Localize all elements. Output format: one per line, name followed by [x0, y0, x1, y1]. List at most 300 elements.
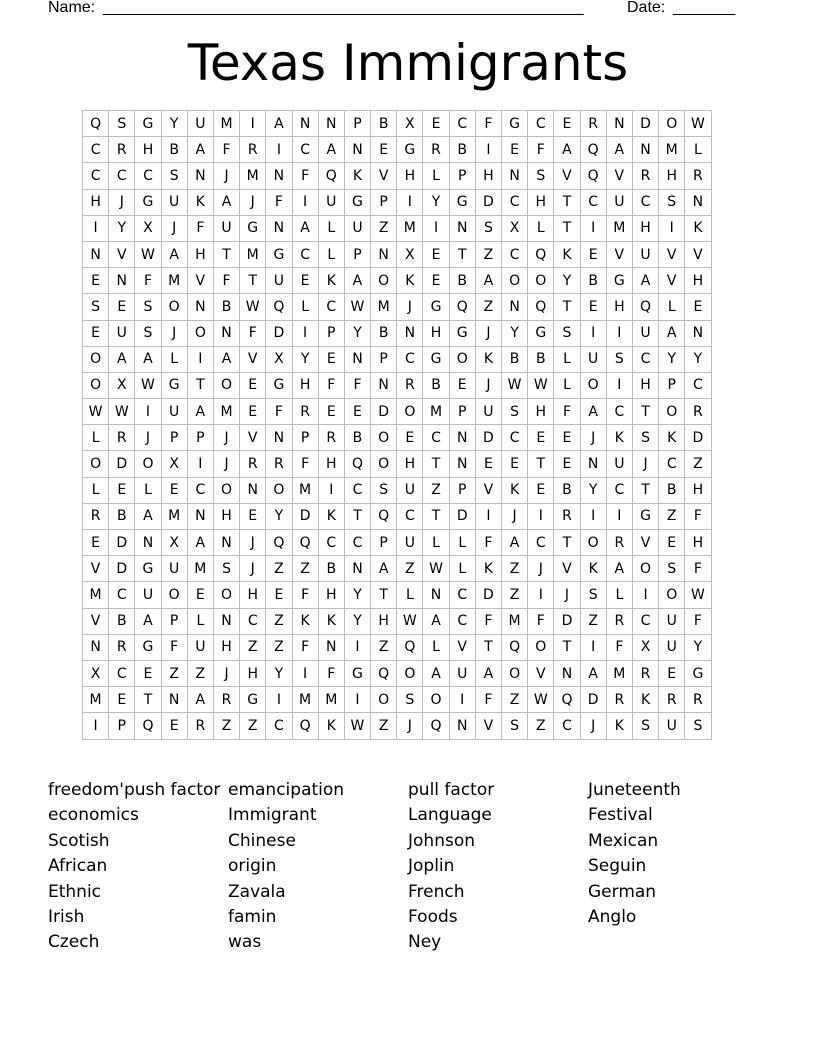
grid-cell: N [83, 635, 109, 661]
grid-cell: U [659, 635, 685, 661]
grid-cell: G [240, 687, 266, 713]
grid-cell: K [685, 216, 711, 242]
grid-cell: S [397, 687, 423, 713]
grid-cell: E [554, 451, 580, 477]
grid-cell: M [607, 661, 633, 687]
grid-cell: K [607, 713, 633, 739]
grid-cell: O [188, 321, 214, 347]
grid-cell: O [502, 268, 528, 294]
grid-cell: U [162, 190, 188, 216]
grid-cell: K [319, 504, 345, 530]
grid-cell: Z [266, 556, 292, 582]
grid-cell: Y [659, 347, 685, 373]
grid-cell: S [607, 347, 633, 373]
grid-cell: J [502, 504, 528, 530]
grid-cell: Z [214, 713, 240, 739]
grid-cell: C [633, 609, 659, 635]
grid-cell: U [659, 609, 685, 635]
grid-cell: T [528, 451, 554, 477]
grid-cell: N [554, 661, 580, 687]
grid-cell: E [554, 425, 580, 451]
grid-cell: K [188, 190, 214, 216]
word-list-item: Johnson [408, 830, 475, 851]
grid-cell: F [188, 216, 214, 242]
word-list-item: Ethnic [48, 881, 102, 902]
grid-row [83, 713, 712, 739]
grid-cell: U [162, 556, 188, 582]
grid-cell: G [162, 373, 188, 399]
grid-cell: S [109, 111, 135, 137]
grid-cell: D [109, 556, 135, 582]
grid-cell: Q [633, 294, 659, 320]
grid-cell: W [423, 556, 449, 582]
grid-cell: Z [266, 609, 292, 635]
grid-cell: U [450, 661, 476, 687]
grid-cell: P [371, 190, 397, 216]
grid-cell: C [528, 530, 554, 556]
grid-cell: R [109, 635, 135, 661]
grid-cell: A [266, 111, 292, 137]
grid-cell: J [528, 556, 554, 582]
grid-cell: S [214, 556, 240, 582]
date-label: Date: [627, 0, 666, 16]
grid-cell: N [450, 451, 476, 477]
grid-cell: A [607, 556, 633, 582]
grid-cell: W [685, 582, 711, 608]
grid-cell: D [266, 321, 292, 347]
grid-cell: F [293, 582, 319, 608]
grid-cell: X [109, 373, 135, 399]
grid-row [83, 268, 712, 294]
grid-cell: W [109, 399, 135, 425]
grid-cell: T [633, 478, 659, 504]
grid-cell: A [345, 268, 371, 294]
grid-row [83, 556, 712, 582]
grid-cell: L [450, 530, 476, 556]
grid-row [83, 373, 712, 399]
grid-cell: C [397, 504, 423, 530]
name-blank-line: ______________________________________________________ [103, 0, 584, 16]
grid-cell: V [607, 163, 633, 189]
grid-cell: R [266, 451, 292, 477]
grid-cell: I [528, 582, 554, 608]
grid-cell: F [266, 190, 292, 216]
grid-cell: Q [293, 530, 319, 556]
grid-cell: R [319, 425, 345, 451]
grid-cell: S [581, 582, 607, 608]
grid-cell: A [162, 242, 188, 268]
word-list-item: Juneteenth [588, 780, 681, 800]
grid-cell: G [135, 556, 161, 582]
grid-cell: T [554, 294, 580, 320]
grid-cell: C [109, 661, 135, 687]
grid-cell: Z [502, 687, 528, 713]
grid-cell: V [188, 268, 214, 294]
grid-cell: I [581, 321, 607, 347]
grid-cell: E [188, 582, 214, 608]
grid-cell: E [423, 268, 449, 294]
grid-cell: I [581, 635, 607, 661]
grid-cell: O [135, 451, 161, 477]
grid-cell: Q [293, 713, 319, 739]
grid-cell: Q [371, 504, 397, 530]
grid-cell: O [214, 373, 240, 399]
grid-cell: F [476, 111, 502, 137]
grid-cell: C [83, 163, 109, 189]
grid-cell: M [162, 268, 188, 294]
grid-row [83, 635, 712, 661]
grid-cell: F [685, 504, 711, 530]
grid-cell: N [450, 425, 476, 451]
grid-cell: N [319, 635, 345, 661]
grid-cell: E [240, 373, 266, 399]
grid-cell: E [319, 347, 345, 373]
grid-row [83, 190, 712, 216]
grid-cell: E [659, 530, 685, 556]
grid-cell: V [371, 163, 397, 189]
grid-cell: B [319, 556, 345, 582]
grid-cell: P [293, 425, 319, 451]
grid-cell: I [528, 504, 554, 530]
grid-cell: C [450, 111, 476, 137]
grid-cell: A [214, 347, 240, 373]
date-blank-line: _______ [673, 0, 736, 16]
grid-cell: G [345, 190, 371, 216]
grid-cell: F [685, 609, 711, 635]
grid-cell: P [450, 399, 476, 425]
grid-cell: F [266, 399, 292, 425]
grid-cell: O [528, 635, 554, 661]
grid-cell: E [162, 713, 188, 739]
grid-cell: W [83, 399, 109, 425]
grid-cell: H [633, 373, 659, 399]
grid-cell: O [581, 373, 607, 399]
grid-cell: U [135, 582, 161, 608]
grid-cell: Z [397, 556, 423, 582]
grid-cell: U [659, 713, 685, 739]
grid-cell: V [83, 609, 109, 635]
grid-cell: K [476, 556, 502, 582]
grid-cell: G [266, 373, 292, 399]
grid-cell: O [581, 530, 607, 556]
grid-cell: L [423, 163, 449, 189]
grid-cell: W [502, 373, 528, 399]
grid-cell: I [188, 451, 214, 477]
grid-cell: R [240, 137, 266, 163]
grid-cell: Z [293, 556, 319, 582]
grid-cell: O [450, 347, 476, 373]
grid-cell: B [345, 425, 371, 451]
header-line [48, 0, 748, 19]
grid-cell: F [135, 268, 161, 294]
grid-cell: N [266, 425, 292, 451]
grid-cell: K [345, 163, 371, 189]
grid-cell: N [214, 530, 240, 556]
grid-cell: Q [528, 242, 554, 268]
grid-cell: P [371, 347, 397, 373]
grid-cell: N [685, 190, 711, 216]
grid-cell: I [607, 321, 633, 347]
grid-cell: H [659, 163, 685, 189]
grid-cell: T [423, 451, 449, 477]
grid-cell: E [240, 504, 266, 530]
grid-cell: I [581, 504, 607, 530]
grid-cell: V [633, 530, 659, 556]
grid-cell: M [659, 137, 685, 163]
grid-cell: T [371, 582, 397, 608]
grid-cell: Q [528, 294, 554, 320]
grid-cell: R [397, 373, 423, 399]
word-list-item: Anglo [588, 907, 637, 928]
grid-cell: S [502, 399, 528, 425]
grid-cell: G [450, 321, 476, 347]
grid-cell: V [476, 478, 502, 504]
grid-cell: V [659, 242, 685, 268]
grid-cell: N [502, 294, 528, 320]
grid-cell: Y [423, 190, 449, 216]
grid-cell: J [135, 425, 161, 451]
grid-cell: R [607, 530, 633, 556]
grid-cell: R [188, 713, 214, 739]
grid-cell: O [659, 399, 685, 425]
grid-cell: G [450, 190, 476, 216]
grid-cell: M [397, 216, 423, 242]
grid-cell: R [83, 504, 109, 530]
grid-cell: E [502, 451, 528, 477]
grid-cell: X [397, 111, 423, 137]
grid-cell: Y [554, 268, 580, 294]
grid-cell: H [685, 478, 711, 504]
grid-cell: U [188, 111, 214, 137]
grid-cell: K [397, 268, 423, 294]
grid-cell: C [293, 242, 319, 268]
grid-cell: P [345, 111, 371, 137]
grid-cell: H [476, 163, 502, 189]
grid-cell: H [319, 582, 345, 608]
grid-cell: R [607, 687, 633, 713]
grid-cell: L [319, 242, 345, 268]
grid-cell: A [188, 399, 214, 425]
grid-cell: F [293, 635, 319, 661]
grid-cell: K [502, 478, 528, 504]
grid-cell: O [214, 582, 240, 608]
grid-cell: A [423, 609, 449, 635]
grid-cell: E [109, 687, 135, 713]
grid-cell: W [528, 687, 554, 713]
grid-cell: O [659, 582, 685, 608]
grid-cell: Z [423, 478, 449, 504]
grid-cell: N [266, 216, 292, 242]
grid-cell: K [319, 609, 345, 635]
grid-cell: R [659, 687, 685, 713]
grid-cell: L [397, 582, 423, 608]
grid-cell: H [528, 399, 554, 425]
grid-cell: G [607, 268, 633, 294]
grid-cell: H [135, 137, 161, 163]
grid-cell: F [240, 321, 266, 347]
grid-cell: L [423, 635, 449, 661]
grid-cell: M [214, 399, 240, 425]
grid-cell: Z [659, 504, 685, 530]
grid-cell: N [581, 451, 607, 477]
grid-cell: A [633, 268, 659, 294]
grid-cell: N [162, 687, 188, 713]
grid-cell: Y [109, 216, 135, 242]
grid-row [83, 163, 712, 189]
grid-cell: N [607, 111, 633, 137]
grid-cell: W [397, 609, 423, 635]
grid-cell: N [214, 321, 240, 347]
grid-cell: Y [685, 635, 711, 661]
grid-cell: W [345, 294, 371, 320]
grid-cell: L [162, 347, 188, 373]
grid-cell: N [109, 268, 135, 294]
grid-cell: C [659, 451, 685, 477]
grid-cell: Z [685, 451, 711, 477]
grid-row [83, 661, 712, 687]
grid-cell: E [581, 294, 607, 320]
grid-cell: O [371, 425, 397, 451]
grid-row [83, 504, 712, 530]
grid-cell: I [423, 216, 449, 242]
grid-cell: V [528, 661, 554, 687]
grid-cell: Y [685, 347, 711, 373]
grid-cell: Z [502, 582, 528, 608]
grid-cell: I [266, 687, 292, 713]
grid-cell: N [371, 242, 397, 268]
grid-cell: A [188, 530, 214, 556]
grid-cell: H [397, 163, 423, 189]
grid-cell: Q [345, 451, 371, 477]
grid-cell: C [293, 137, 319, 163]
grid-cell: Z [371, 713, 397, 739]
grid-cell: C [502, 190, 528, 216]
grid-cell: I [659, 216, 685, 242]
grid-cell: E [135, 661, 161, 687]
grid-cell: T [633, 399, 659, 425]
grid-cell: Z [476, 242, 502, 268]
grid-cell: E [371, 137, 397, 163]
grid-cell: Z [188, 661, 214, 687]
grid-cell: A [607, 137, 633, 163]
grid-cell: E [476, 451, 502, 477]
grid-cell: M [240, 163, 266, 189]
grid-cell: K [319, 268, 345, 294]
grid-cell: C [109, 163, 135, 189]
grid-cell: F [345, 373, 371, 399]
grid-cell: P [319, 321, 345, 347]
grid-cell: M [240, 242, 266, 268]
grid-cell: N [371, 373, 397, 399]
grid-cell: F [476, 530, 502, 556]
word-list-item: Seguin [588, 856, 647, 877]
grid-cell: B [450, 268, 476, 294]
grid-cell: W [528, 373, 554, 399]
grid-cell: M [293, 687, 319, 713]
grid-cell: U [109, 321, 135, 347]
grid-cell: L [83, 478, 109, 504]
grid-cell: L [450, 556, 476, 582]
grid-cell: G [135, 635, 161, 661]
grid-cell: E [423, 111, 449, 137]
grid-cell: G [266, 242, 292, 268]
grid-cell: H [685, 530, 711, 556]
grid-cell: E [240, 399, 266, 425]
grid-cell: N [502, 163, 528, 189]
grid-cell: V [240, 347, 266, 373]
grid-cell: K [554, 242, 580, 268]
grid-cell: T [554, 530, 580, 556]
grid-cell: R [685, 399, 711, 425]
grid-cell: C [135, 163, 161, 189]
grid-row [83, 321, 712, 347]
grid-cell: E [659, 661, 685, 687]
grid-cell: B [371, 321, 397, 347]
word-list-item: economics [48, 805, 139, 826]
grid-cell: U [476, 399, 502, 425]
grid-row [83, 609, 712, 635]
grid-cell: N [293, 111, 319, 137]
grid-cell: L [554, 373, 580, 399]
grid-cell: L [423, 530, 449, 556]
grid-cell: T [188, 373, 214, 399]
grid-cell: L [659, 294, 685, 320]
grid-cell: O [397, 661, 423, 687]
word-list-item: Scotish [48, 830, 110, 851]
grid-cell: O [397, 399, 423, 425]
grid-cell: A [476, 268, 502, 294]
grid-cell: G [397, 137, 423, 163]
grid-cell: E [266, 582, 292, 608]
grid-cell: H [607, 294, 633, 320]
grid-cell: J [214, 661, 240, 687]
grid-cell: C [633, 190, 659, 216]
grid-cell: R [607, 609, 633, 635]
grid-cell: B [371, 111, 397, 137]
grid-row [83, 399, 712, 425]
grid-cell: C [450, 609, 476, 635]
grid-cell: T [214, 242, 240, 268]
grid-cell: L [319, 216, 345, 242]
grid-cell: E [293, 268, 319, 294]
grid-cell: V [240, 425, 266, 451]
grid-cell: C [581, 190, 607, 216]
grid-cell: C [345, 530, 371, 556]
grid-cell: H [371, 609, 397, 635]
grid-cell: A [293, 216, 319, 242]
grid-cell: Q [581, 137, 607, 163]
grid-cell: N [685, 321, 711, 347]
grid-cell: E [450, 373, 476, 399]
grid-cell: X [135, 216, 161, 242]
grid-cell: G [502, 111, 528, 137]
word-list-item: freedom'push factor [48, 780, 221, 800]
grid-cell: A [319, 137, 345, 163]
grid-cell: J [162, 321, 188, 347]
grid-cell: Q [554, 687, 580, 713]
name-label: Name: [48, 0, 96, 16]
grid-cell: G [528, 321, 554, 347]
grid-cell: R [109, 137, 135, 163]
grid-cell: H [240, 582, 266, 608]
grid-cell: R [214, 687, 240, 713]
grid-cell: Y [266, 661, 292, 687]
grid-cell: F [293, 163, 319, 189]
grid-cell: D [476, 190, 502, 216]
grid-cell: H [319, 451, 345, 477]
word-list-item: Joplin [408, 856, 455, 877]
grid-cell: E [397, 425, 423, 451]
